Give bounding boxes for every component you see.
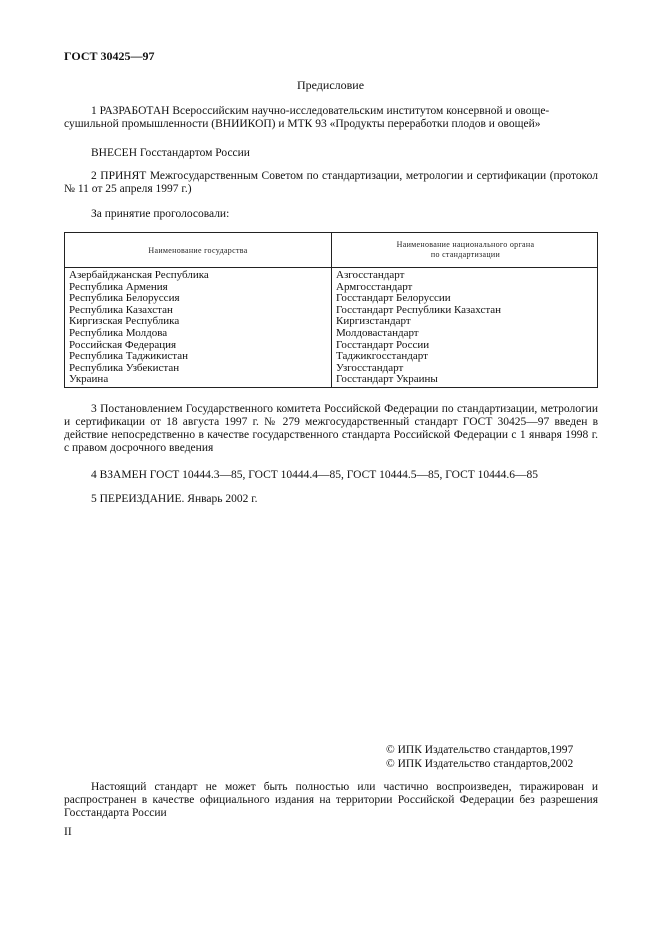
table-row-state: Республика Армения (69, 280, 168, 293)
table-header-body-line2: по стандартизации (430, 250, 501, 259)
page-number: II (64, 826, 72, 838)
table-header-body-line1: Наименование национального органа (396, 240, 535, 249)
table-row-body: Госстандарт России (336, 338, 430, 351)
table-header-divider (65, 267, 597, 268)
table-row-body: Госстандарт Украины (336, 373, 438, 386)
states-column (69, 270, 327, 386)
item-replaces: 4 ВЗАМЕН ГОСТ 10444.3—85, ГОСТ 10444.4—85, ГОСТ 10444.5—85, ГОСТ 10444.6—85 (91, 469, 539, 481)
copyright-line1: © ИПК Издательство стандартов,1997 (386, 744, 574, 756)
standard-code: ГОСТ 30425—97 (64, 49, 155, 63)
copyright-line2: © ИПК Издательство стандартов,2002 (386, 758, 574, 770)
item-adopted: 2 ПРИНЯТ Межгосударственным Советом по стандартизации, метрологии и сертификации (протокол № 11 от 25 апреля 1997 г.) (64, 170, 598, 195)
table-row-body: Таджикгосстандарт (336, 350, 428, 363)
item-reissue: 5 ПЕРЕИЗДАНИЕ. Январь 2002 г. (91, 493, 258, 505)
table-row-body: Молдовастандарт (336, 326, 419, 339)
table-row-body: Узгосстандарт (336, 361, 404, 374)
table-row-state: Российская Федерация (69, 338, 177, 351)
table-row-state: Киргизская Республика (69, 315, 180, 328)
table-header-state: Наименование государства (148, 246, 248, 255)
table-row-body: Армгосстандарт (336, 280, 413, 293)
item-resolution: 3 Постановлением Государственного комитета Российской Федерации по стандартизации, метрологии и сертификации от 18 августа 1997 г. № 279 межгосударственный стандарт ГОСТ 30425—97 введен в действие непосредственно в качестве государственного стандарта Российской Федерации с 1 января 1998 г. с правом досрочного введения (64, 403, 598, 454)
voted-label: За принятие проголосовали: (91, 208, 230, 220)
reproduction-notice: Настоящий стандарт не может быть полностью или частично воспроизведен, тиражирован и распространен в качестве официального издания на территории Российской Федерации без разрешения Госстандарта России (64, 781, 598, 819)
table-row-body: Госстандарт Белоруссии (336, 292, 451, 305)
item-introduced: ВНЕСЕН Госстандартом России (91, 147, 250, 159)
bodies-column (336, 270, 594, 386)
preface-title: Предисловие (296, 78, 365, 92)
member-states-table (64, 232, 598, 388)
table-row-state: Азербайджанская Республика (69, 269, 209, 281)
table-row-state: Республика Таджикистан (69, 350, 188, 363)
table-row-body: Госстандарт Республики Казахстан (336, 303, 502, 316)
table-row-body: Киргизстандарт (336, 315, 411, 328)
item-developed-line1: 1 РАЗРАБОТАН Всероссийским научно-исследовательским институтом консервной и овоще- (91, 105, 550, 117)
table-row-state: Украина (69, 373, 109, 386)
table-row-state: Республика Молдова (69, 326, 168, 339)
table-header-body (332, 240, 599, 260)
table-row-state: Республика Узбекистан (69, 361, 180, 374)
item-developed-line2: сушильной промышленности (ВНИИКОП) и МТК 93 «Продукты переработки плодов и овощей» (64, 118, 541, 130)
table-row-state: Республика Белоруссия (69, 292, 180, 305)
table-row-state: Республика Казахстан (69, 303, 173, 316)
table-row-body: Азгосстандарт (336, 269, 405, 281)
